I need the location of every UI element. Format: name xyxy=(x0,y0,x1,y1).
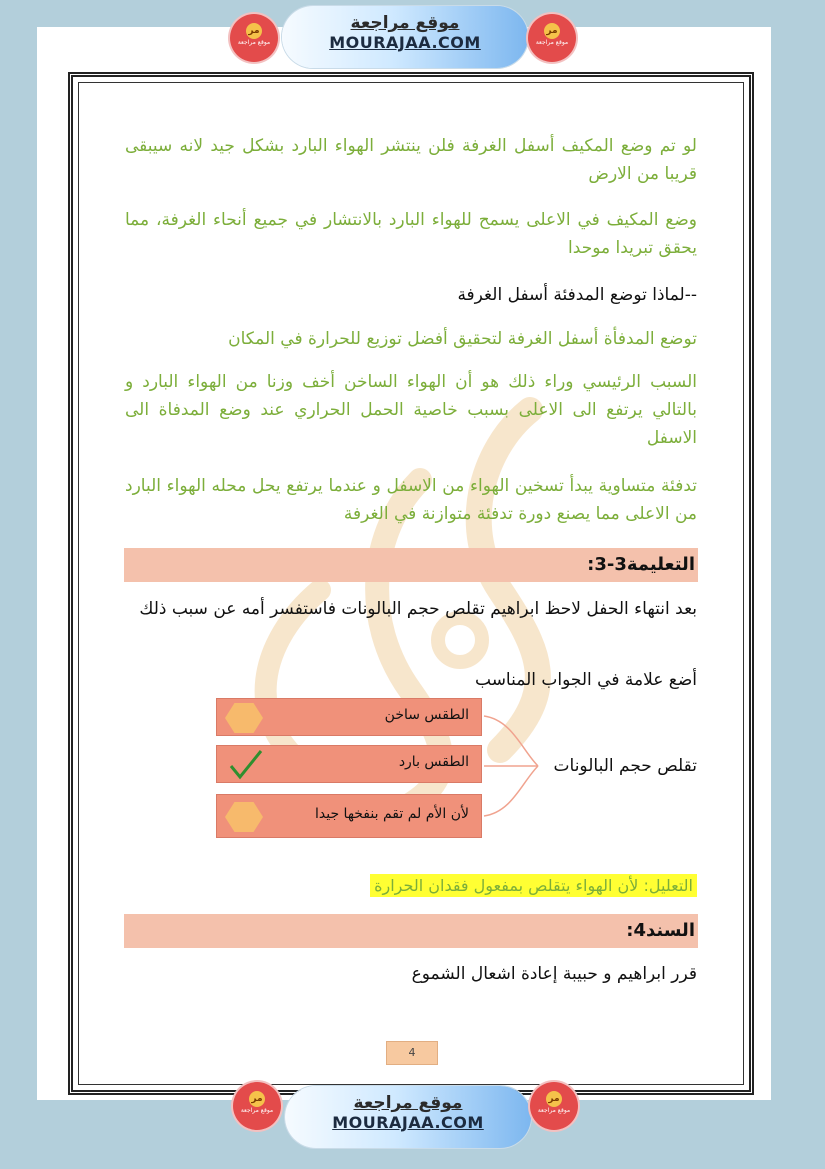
option-not-inflated[interactable] xyxy=(216,794,482,838)
answer-paragraph-3: توضع المدفأة أسفل الغرفة لتحقيق أفضل توزيع للحرارة في المكان xyxy=(228,329,697,349)
logo-caption: موقع مراجعة xyxy=(537,1107,571,1114)
option-label: لأن الأم لم تقم بنفخها جيدا xyxy=(314,806,469,822)
section-heading-4 xyxy=(124,914,698,948)
page-number: 4 xyxy=(386,1041,438,1065)
logo-mark: مر xyxy=(544,23,560,39)
site-logo-left[interactable] xyxy=(230,14,278,62)
option-cold-weather[interactable] xyxy=(216,745,482,783)
checkmark-icon xyxy=(225,748,265,782)
instruction-text: أضع علامة في الجواب المناسب xyxy=(475,670,697,690)
option-hot-weather[interactable] xyxy=(216,698,482,736)
header-site-arabic: موقع مراجعة xyxy=(350,13,460,33)
footer-site-arabic: موقع مراجعة xyxy=(353,1093,463,1113)
justification-text: التعليل: لأن الهواء يتقلص بمفعول فقدان الحرارة xyxy=(370,874,697,897)
footer-banner[interactable] xyxy=(285,1086,531,1148)
question-text: بعد انتهاء الحفل لاحظ ابراهيم تقلص حجم البالونات فاستفسر أمه عن سبب ذلك xyxy=(139,599,697,619)
bracket-connector xyxy=(482,700,542,830)
hexagon-marker xyxy=(225,802,263,832)
section-title: السند4: xyxy=(626,920,695,941)
site-logo-right[interactable] xyxy=(528,14,576,62)
answer-paragraph-4: السبب الرئيسي وراء ذلك هو أن الهواء الساخن أخف وزنا من الهواء البارد و بالتالي يرتفع الى الاعلى بسبب خاصية الحمل الحراري عند وضع المدفاة الى الاسفل xyxy=(125,372,697,448)
section-heading-3-3 xyxy=(124,548,698,582)
answer-paragraph-2: وضع المكيف في الاعلى يسمح للهواء البارد بالانتشار في جميع أنحاء الغرفة، مما يحقق تبريدا موحدا xyxy=(125,210,697,258)
logo-mark: مر xyxy=(246,23,262,39)
footer-site-latin[interactable]: MOURAJAA.COM xyxy=(332,1113,484,1132)
answer-paragraph-1: لو تم وضع المكيف أسفل الغرفة فلن ينتشر الهواء البارد بشكل جيد لانه سيبقى قريبا من الارض xyxy=(125,136,697,184)
site-logo-left-footer[interactable] xyxy=(233,1082,281,1130)
logo-caption: موقع مراجعة xyxy=(535,39,569,46)
final-text: قرر ابراهيم و حبيبة إعادة اشعال الشموع xyxy=(411,964,697,984)
answer-paragraph-5: تدفئة متساوية يبدأ تسخين الهواء من الاسفل و عندما يرتفع يحل محله الهواء البارد من الاعلى مما يصنع دورة تدفئة متوازنة في الغرفة xyxy=(125,476,697,524)
logo-mark: مر xyxy=(546,1091,562,1107)
option-label: الطقس بارد xyxy=(398,754,469,770)
site-logo-right-footer[interactable] xyxy=(530,1082,578,1130)
subject-label: تقلص حجم البالونات xyxy=(553,756,697,776)
question-line: --لماذا توضع المدفئة أسفل الغرفة xyxy=(457,285,697,305)
header-site-latin[interactable]: MOURAJAA.COM xyxy=(329,33,481,52)
header-banner[interactable] xyxy=(282,6,528,68)
logo-caption: موقع مراجعة xyxy=(237,39,271,46)
logo-caption: موقع مراجعة xyxy=(240,1107,274,1114)
hexagon-marker xyxy=(225,703,263,733)
option-label: الطقس ساخن xyxy=(384,707,469,723)
logo-mark: مر xyxy=(249,1091,265,1107)
section-title: التعليمة3-3: xyxy=(587,554,695,575)
